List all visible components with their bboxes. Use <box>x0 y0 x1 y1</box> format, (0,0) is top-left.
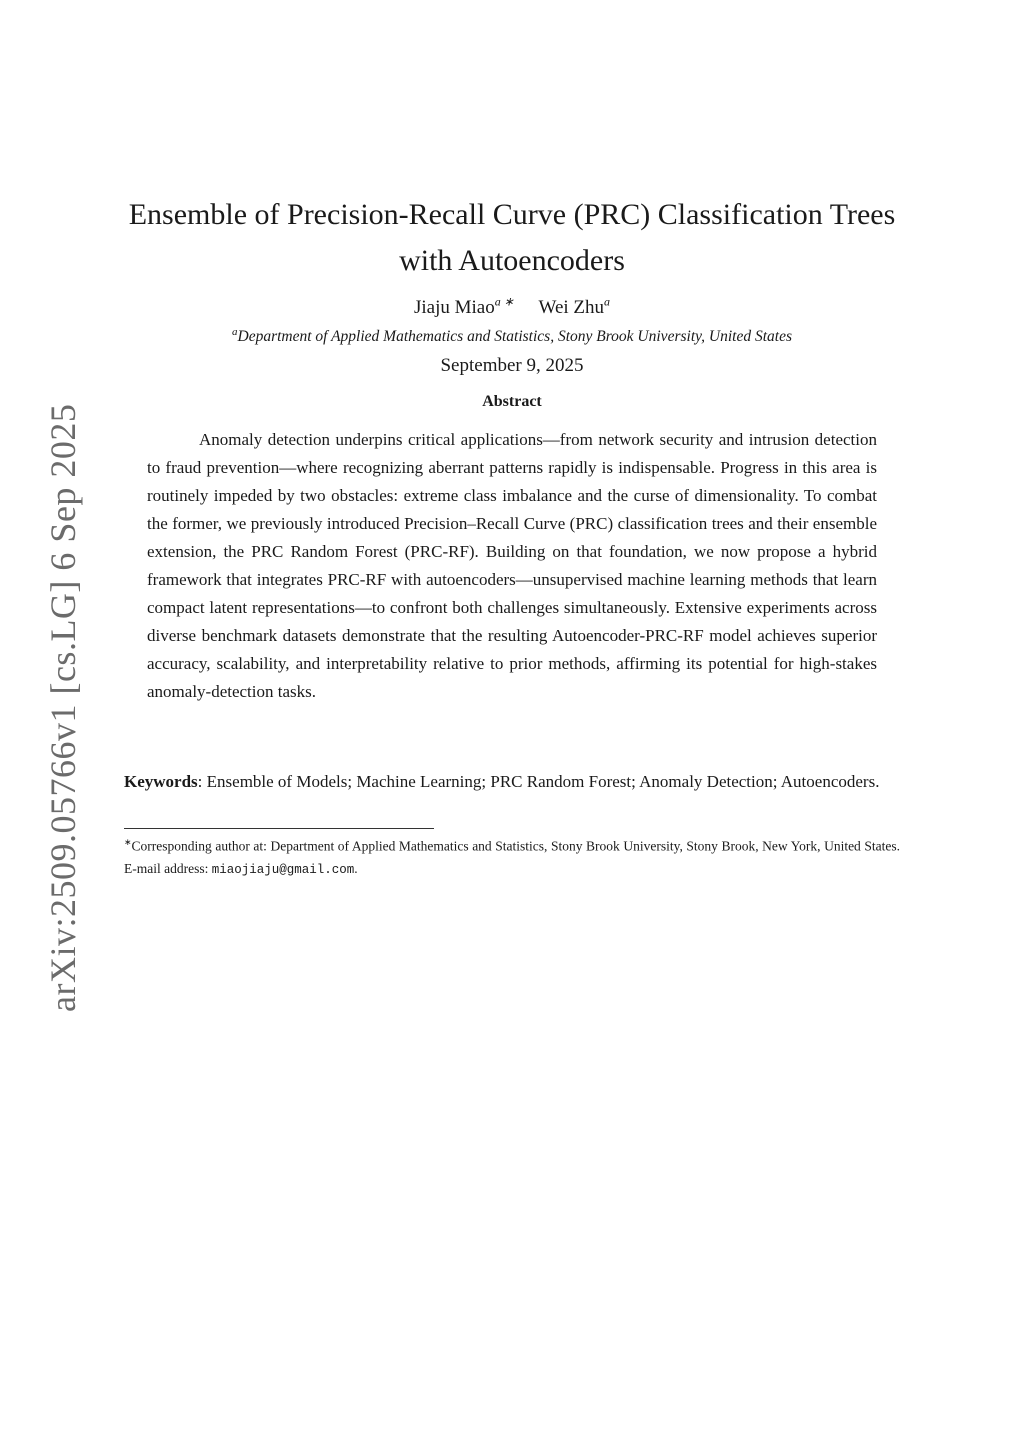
affiliation-text: Department of Applied Mathematics and Statistics, Stony Brook University, United States <box>237 328 792 346</box>
author-2-name: Wei Zhu <box>538 297 605 319</box>
affiliation <box>0 321 1024 348</box>
footnote-divider <box>124 828 434 829</box>
author-2-marks: a <box>604 295 611 309</box>
title-line-2: with Autoencoders <box>399 244 625 277</box>
author-list <box>0 289 1024 321</box>
paper-title <box>110 192 914 284</box>
footnote-mark: ∗ <box>124 837 132 847</box>
footnote <box>124 831 900 881</box>
author-1-name: Jiaju Miao <box>413 297 495 319</box>
publication-date: September 9, 2025 <box>440 355 584 376</box>
keywords-label: Keywords <box>124 772 198 791</box>
footnote-text: Corresponding author at: Department of Applied Mathematics and Statistics, Stony Brook University, Stony Brook, New York, United States. E-mail address: <box>124 838 900 876</box>
keywords-text: : Ensemble of Models; Machine Learning; PRC Random Forest; Anomaly Detection; Autoencoders. <box>197 772 880 791</box>
author-1-marks: a ∗ <box>494 295 514 309</box>
corresponding-email-link[interactable]: miaojiaju@gmail.com <box>211 862 355 877</box>
abstract-text: Anomaly detection underpins critical applications—from network security and intrusion detection to fraud prevention—where recognizing aberrant patterns rapidly is indispensable. Progress in this area is routinely impeded by two obstacles: extreme class imbalance and the curse of dimensionality. To combat the former, we previously introduced Precision–Recall Curve (PRC) classification trees and their ensemble extension, the PRC Random Forest (PRC-RF). Building on that foundation, we now propose a hybrid framework that integrates PRC-RF with autoencoders—unsupervised machine learning methods that learn compact latent representations—to confront both challenges simultaneously. Extensive experiments across diverse benchmark datasets demonstrate that the resulting Autoencoder-PRC-RF model achieves superior accuracy, scalability, and interpretability relative to prior methods, affirming its potential for high-stakes anomaly-detection tasks. <box>147 430 877 701</box>
abstract-heading: Abstract <box>482 393 542 410</box>
author-2 <box>539 297 610 318</box>
footnote-end: . <box>354 860 358 876</box>
title-line-1: Ensemble of Precision-Recall Curve (PRC) Classification Trees <box>128 198 896 231</box>
keywords <box>124 768 900 796</box>
affiliation-mark: a <box>232 326 238 338</box>
author-1 <box>414 297 514 318</box>
arxiv-identifier-stamp[interactable]: arXiv:2509.05766v1 [cs.LG] 6 Sep 2025 <box>43 403 83 1012</box>
